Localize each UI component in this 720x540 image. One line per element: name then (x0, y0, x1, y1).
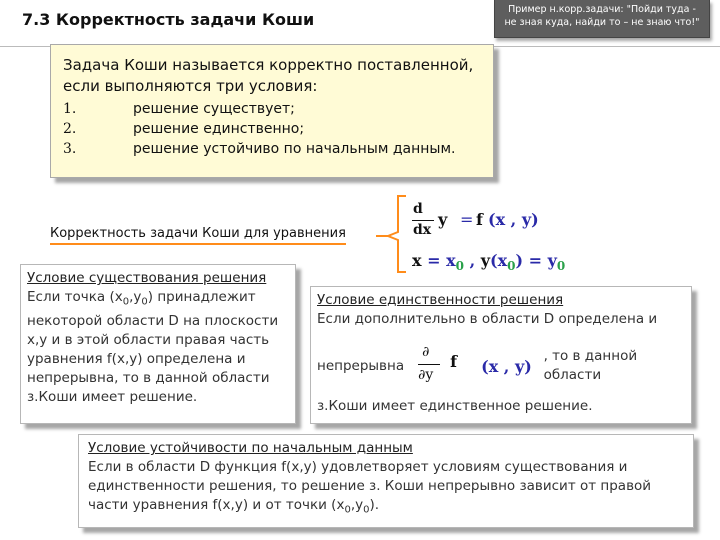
text-part: некоторой области D на плоскости x,y и в этой области правая часть уравнения f(x,y) определена и непрерывна, то в данной области з.Коши имеет решение. (27, 312, 279, 405)
subscript: 0 (344, 504, 351, 516)
text-part: , то в данной области (543, 348, 638, 383)
item-text: решение устойчиво по начальным данным. (133, 141, 456, 157)
item-number: 2. (63, 121, 77, 137)
subscript: 0 (507, 259, 516, 274)
uniqueness-condition-box (310, 286, 692, 424)
function-name: f (476, 210, 483, 229)
fraction-line (412, 220, 434, 221)
subscript: 0 (556, 259, 566, 274)
text-part: непрерывна (317, 357, 405, 374)
partial-denominator: ∂y (418, 367, 434, 383)
equation-label: Корректность задачи Коши для уравнения (50, 226, 346, 245)
list-item (63, 119, 481, 139)
item-text: решение существует; (133, 101, 295, 117)
uniqueness-header: Условие единственности решения (317, 292, 564, 308)
frac-denominator: dx (413, 222, 432, 238)
x-var: x (412, 251, 422, 270)
conditions-list (63, 99, 481, 159)
lhs-variable: y (438, 210, 448, 229)
list-item (63, 139, 481, 159)
text-part: ,y (350, 497, 364, 513)
definition-intro: Задача Коши называется корректно поставленной, если выполняются три условия: (63, 56, 474, 95)
fraction-line (418, 364, 440, 365)
text-part: ). (369, 497, 380, 513)
existence-text (27, 288, 289, 407)
item-text: решение единственно; (133, 121, 305, 137)
stability-header: Условие устойчивости по начальным данным (88, 440, 413, 456)
y-var: y (480, 251, 491, 270)
function-args: (x , y) (488, 210, 539, 229)
item-number: 1. (63, 101, 77, 117)
stability-text (88, 458, 687, 520)
rhs-var: y (547, 251, 557, 270)
existence-header: Условие существования решения (27, 270, 267, 286)
page-title: 7.3 Корректность задачи Коши (22, 10, 315, 29)
function-args: (x , y) (481, 356, 532, 376)
subscript: 0 (455, 259, 464, 274)
brace-icon (370, 192, 410, 278)
subscript: 0 (141, 296, 148, 308)
uniqueness-line1: Если дополнительно в области D определена и (317, 311, 658, 327)
frac-numerator: d (413, 201, 423, 217)
subscript: 0 (122, 296, 130, 308)
stability-condition-box (78, 434, 694, 528)
partial-derivative (410, 343, 481, 389)
item-number: 3. (63, 141, 77, 157)
definition-box (50, 44, 494, 178)
existence-condition-box (20, 264, 296, 424)
y-arg: (x (490, 251, 508, 270)
list-item (63, 99, 481, 119)
text-part: Если в области D функция f(x,y) удовлетворяет условиям существования и единственности решения, то решение з. Коши непрерывно зависит от правой части уравнения f(x,y) и от точки (x (88, 459, 652, 513)
initial-condition: $x = x_0$ , $y(x_0) = y_0$ (412, 251, 566, 274)
text-part: Если точка (x (27, 289, 123, 305)
text-part: ) принадлежит (147, 289, 256, 305)
partial-derivative-row (317, 343, 685, 389)
equals-sign: = (460, 210, 474, 229)
uniqueness-last: з.Коши имеет единственное решение. (317, 398, 593, 414)
text-part: ,y (129, 289, 142, 305)
partial-numerator: ∂ (422, 344, 430, 360)
function-name: f (450, 352, 458, 371)
example-note: Пример н.корр.задачи: "Пойди туда - не зная куда, найди то – не знаю что!" (494, 0, 710, 38)
subscript: 0 (363, 504, 370, 516)
